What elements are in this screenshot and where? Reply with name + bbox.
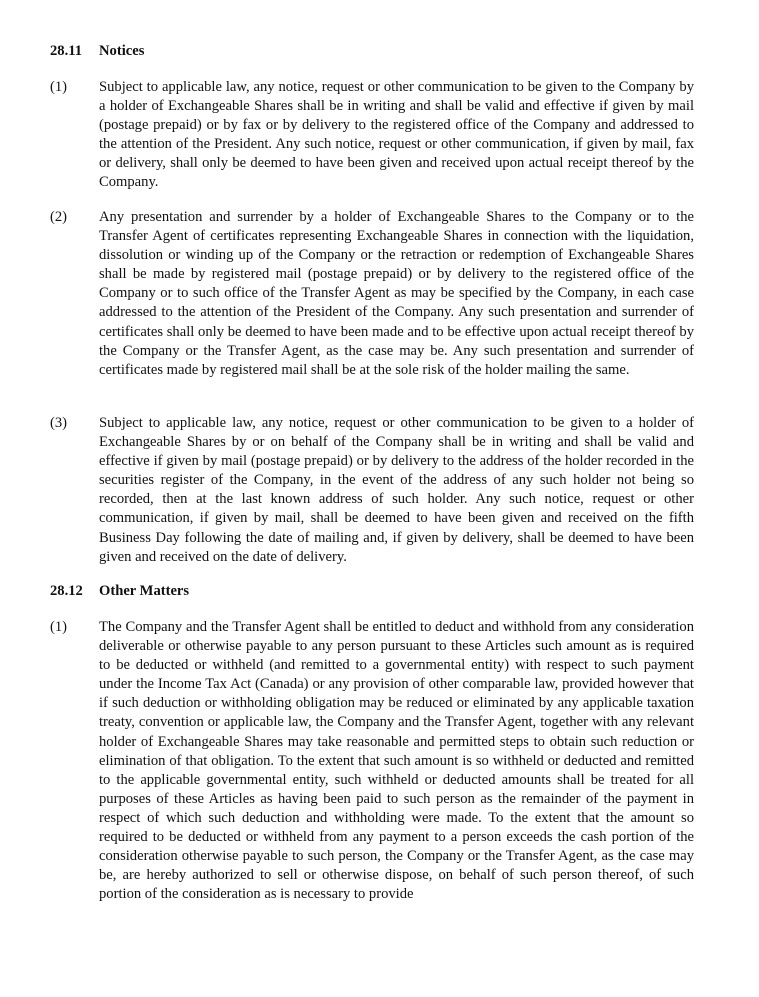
paragraph-text: Any presentation and surrender by a holder of Exchangeable Shares to the Company or to the Transfer Agent of certificates representing Exchangeable Shares in connection with the liquidation, dissolution or winding up of the Company or the retraction or redemption of Exchangeable Shares shall be made by registered mail (postage prepaid) or by delivery to the registered office of the Company or to such office of the Transfer Agent as may be specified by the Company, in each case addressed to the attention of the President of the Company. Any such presentation and surrender of certificates shall only be deemed to have been made and to be effective upon actual receipt thereof by the Company or the Transfer Agent, as the case may be. Any such presentation and surrender of certificates made by registered mail shall be at the sole risk of the holder mailing the same. [99,209,694,378]
paragraph-text: The Company and the Transfer Agent shall be entitled to deduct and withhold from any consideration deliverable or otherwise payable to any person pursuant to these Articles such amount as is required to be deducted or withheld (and remitted to a governmental entity) with respect to such payment under the Income Tax Act (Canada) or any provision of other comparable law, provided however that if such deduction or withholding obligation may be reduced or eliminated by any applicable taxation treaty, convention or applicable law, the Company and the Transfer Agent, together with any relevant holder of Exchangeable Shares may take reasonable and permitted steps to obtain such reduction or elimination of that obligation. To the extent that such amount is so withheld or deducted and remitted to the applicable governmental entity, such withheld or deducted amounts shall be treated for all purposes of these Articles as having been paid to such person as the remainder of the payment in respect of which such deduction and withholding were made. To the extent that the amount so required to be deducted or withheld from any payment to a person exceeds the cash portion of the consideration otherwise payable to such person, the Company or the Transfer Agent, as the case may be, are hereby authorized to sell or otherwise dispose, on behalf of such person thereof, of such portion of the consideration as is necessary to provide [99,619,694,903]
paragraph-notices-3 [50,414,694,567]
section-heading-other-matters [50,582,189,601]
paragraph-other-matters-1 [50,618,694,904]
section-title: Other Matters [99,583,190,599]
section-heading-notices [50,42,144,61]
paragraph-number: (2) [50,209,68,225]
paragraph-notices-1 [50,78,694,193]
paragraph-text: Subject to applicable law, any notice, request or other communication to be given to a holder of Exchangeable Shares by or on behalf of the Company shall be in writing and shall be valid and effective if given by mail (postage prepaid) or by delivery to the address of the holder recorded in the securities register of the Company, in the event of the address of any such holder not being so recorded, then at the last known address of such holder. Any such notice, request or other communication, if given by mail, shall be deemed to have been given and received on the fifth Business Day following the date of mailing and, if given by delivery, shall be deemed to have been given and received on the date of delivery. [99,415,694,565]
paragraph-number: (3) [50,415,68,431]
paragraph-number: (1) [50,619,68,635]
paragraph-notices-2 [50,208,694,380]
section-title: Notices [99,43,145,59]
paragraph-text: Subject to applicable law, any notice, request or other communication to be given to the Company by a holder of Exchangeable Shares shall be in writing and shall be valid and effective if given by mail (postage prepaid) or by fax or by delivery to the registered office of the Company and addressed to the attention of the President. Any such notice, request or other communication, if given by mail, fax or delivery, shall only be deemed to have been given and received upon actual receipt thereof by the Company. [99,79,694,191]
section-number: 28.12 [50,583,83,599]
section-number: 28.11 [50,43,83,59]
paragraph-number: (1) [50,79,68,95]
